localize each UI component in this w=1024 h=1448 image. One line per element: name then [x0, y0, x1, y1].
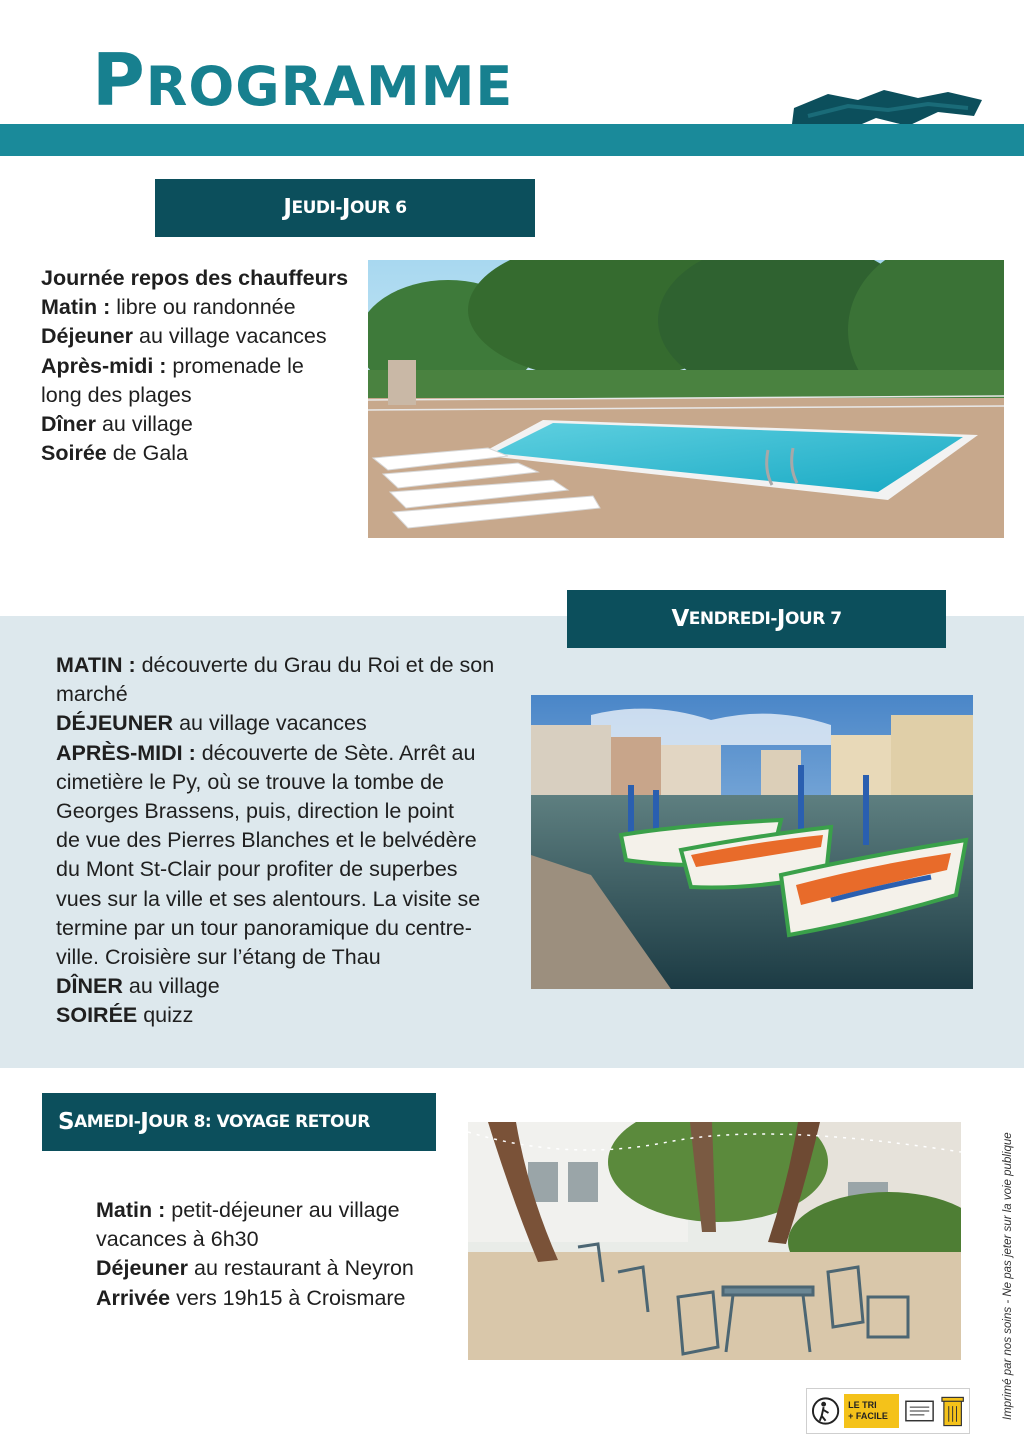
recycling-badge — [806, 1388, 970, 1434]
banner-jeudi-jour-initial: J — [341, 195, 350, 221]
vendredi-line — [56, 709, 494, 738]
vendredi-line-text: au village — [122, 974, 220, 999]
vendredi-line-bold: DÉJEUNER — [56, 711, 174, 736]
vendredi-line — [56, 943, 494, 972]
printing-note: Imprimé par nos soins - Ne pas jeter sur la voie publique — [1002, 1132, 1014, 1420]
banner-jeudi-jour-rest: OUR 6 — [349, 198, 407, 218]
samedi-line-bold: Matin : — [96, 1198, 166, 1222]
jeudi-line-bold: Dîner — [41, 412, 96, 437]
jeudi-line-bold: Soirée — [41, 441, 107, 466]
vendredi-line-bold: APRÈS-MIDI : — [56, 740, 196, 765]
page-title — [92, 38, 514, 122]
vendredi-line-text: ville. Croisière sur l’étang de Thau — [56, 945, 381, 970]
samedi-line — [96, 1254, 414, 1283]
vendredi-text — [56, 651, 494, 1031]
samedi-text — [96, 1196, 414, 1313]
vendredi-line-bold: DÎNER — [56, 974, 123, 999]
samedi-line-text: vacances à 6h30 — [96, 1227, 259, 1252]
jeudi-line — [41, 381, 348, 410]
vendredi-line — [56, 680, 494, 709]
vendredi-line-text: quizz — [137, 1003, 194, 1028]
vendredi-line-bold: MATIN : — [56, 653, 136, 677]
jeudi-line — [41, 322, 348, 351]
vendredi-line — [56, 855, 494, 884]
pool-photo — [368, 260, 1004, 538]
jeudi-line-bold: Déjeuner — [41, 324, 134, 349]
bin-icon — [940, 1394, 965, 1428]
vendredi-line-text: termine par un tour panoramique du centre- — [56, 915, 472, 940]
tri-label-line1: LE TRI — [848, 1400, 877, 1410]
jeudi-line-text: de Gala — [106, 441, 189, 466]
jeudi-line — [41, 439, 348, 468]
recycling-person-icon — [811, 1396, 840, 1426]
vendredi-line — [56, 972, 494, 1001]
jeudi-line-text: promenade le — [166, 353, 304, 378]
jeudi-line-text: au village vacances — [133, 324, 327, 349]
banner-samedi — [42, 1093, 436, 1151]
banner-jeudi — [155, 179, 535, 237]
vendredi-line-text: découverte de Sète. Arrêt au — [195, 740, 476, 765]
banner-jeudi-day-rest: EUDI — [291, 198, 336, 218]
vendredi-line-text: Georges Brassens, puis, direction le point — [56, 799, 454, 824]
jeudi-line-text: libre ou randonnée — [110, 295, 296, 320]
jeudi-line — [41, 293, 348, 322]
vendredi-line-text: de vue des Pierres Blanches et le belvédère — [56, 828, 477, 853]
samedi-line — [96, 1196, 414, 1225]
vendredi-line — [56, 651, 494, 680]
top-band — [0, 124, 1024, 156]
banner-samedi-day-initial: S — [58, 1109, 75, 1135]
terrace-photo — [468, 1122, 961, 1360]
jeudi-line — [41, 352, 348, 381]
vendredi-line-text: vues sur la ville et ses alentours. La visite se — [56, 886, 481, 911]
tri-label-line2: + FACILE — [848, 1411, 888, 1421]
vendredi-line — [56, 885, 494, 914]
banner-jeudi-day-initial: J — [283, 195, 292, 221]
jeudi-line-bold: Matin : — [41, 295, 111, 320]
vendredi-line-text: au village vacances — [173, 711, 367, 736]
banner-vendredi-sep: - — [770, 609, 777, 629]
page-title-initial: P — [92, 38, 146, 122]
samedi-line — [96, 1284, 414, 1313]
banner-vendredi — [567, 590, 946, 648]
vendredi-line-text: du Mont St-Clair pour profiter de superbes — [56, 857, 458, 882]
vendredi-line — [56, 797, 494, 826]
banner-samedi-suffix: : VOYAGE RETOUR — [204, 1112, 370, 1132]
vendredi-line-text: cimetière le Py, où se trouve la tombe de — [56, 769, 444, 794]
samedi-line-text: petit-déjeuner au village — [165, 1198, 400, 1222]
page-title-rest: ROGRAMME — [145, 55, 514, 118]
jeudi-line-text: au village — [95, 412, 193, 437]
vendredi-line — [56, 826, 494, 855]
jeudi-text — [41, 264, 348, 468]
jeudi-line-bold: Journée repos des chauffeurs — [41, 266, 349, 290]
banner-samedi-jour-rest: OUR 8 — [148, 1112, 205, 1132]
samedi-line-bold: Arrivée — [96, 1285, 171, 1310]
samedi-line — [96, 1225, 414, 1254]
banner-vendredi-jour-rest: OUR 7 — [784, 609, 842, 629]
banner-samedi-sep: - — [133, 1112, 141, 1132]
boats-photo — [531, 695, 973, 989]
jeudi-line-bold: Après-midi : — [41, 353, 167, 378]
vendredi-line-bold: SOIRÉE — [56, 1003, 138, 1028]
banner-vendredi-day-initial: V — [671, 606, 689, 632]
vendredi-line — [56, 1001, 494, 1030]
banner-vendredi-jour-initial: J — [776, 606, 785, 632]
vendredi-line-text: découverte du Grau du Roi et de son — [135, 653, 495, 677]
banner-vendredi-day-rest: ENDREDI — [688, 609, 771, 629]
vendredi-line — [56, 739, 494, 768]
banner-samedi-jour-initial: J — [140, 1109, 149, 1135]
samedi-line-text: vers 19h15 à Croismare — [170, 1285, 406, 1310]
vendredi-line — [56, 768, 494, 797]
banner-jeudi-sep: - — [335, 198, 342, 218]
vendredi-line — [56, 914, 494, 943]
tri-label — [844, 1394, 899, 1428]
samedi-line-text: au restaurant à Neyron — [188, 1256, 414, 1281]
jeudi-line-text: long des plages — [41, 382, 192, 407]
vendredi-line-text: marché — [56, 682, 128, 707]
jeudi-line — [41, 410, 348, 439]
jeudi-line — [41, 264, 348, 293]
paper-icon — [903, 1397, 936, 1425]
samedi-line-bold: Déjeuner — [96, 1256, 189, 1281]
banner-samedi-day-rest: AMEDI — [74, 1112, 134, 1132]
